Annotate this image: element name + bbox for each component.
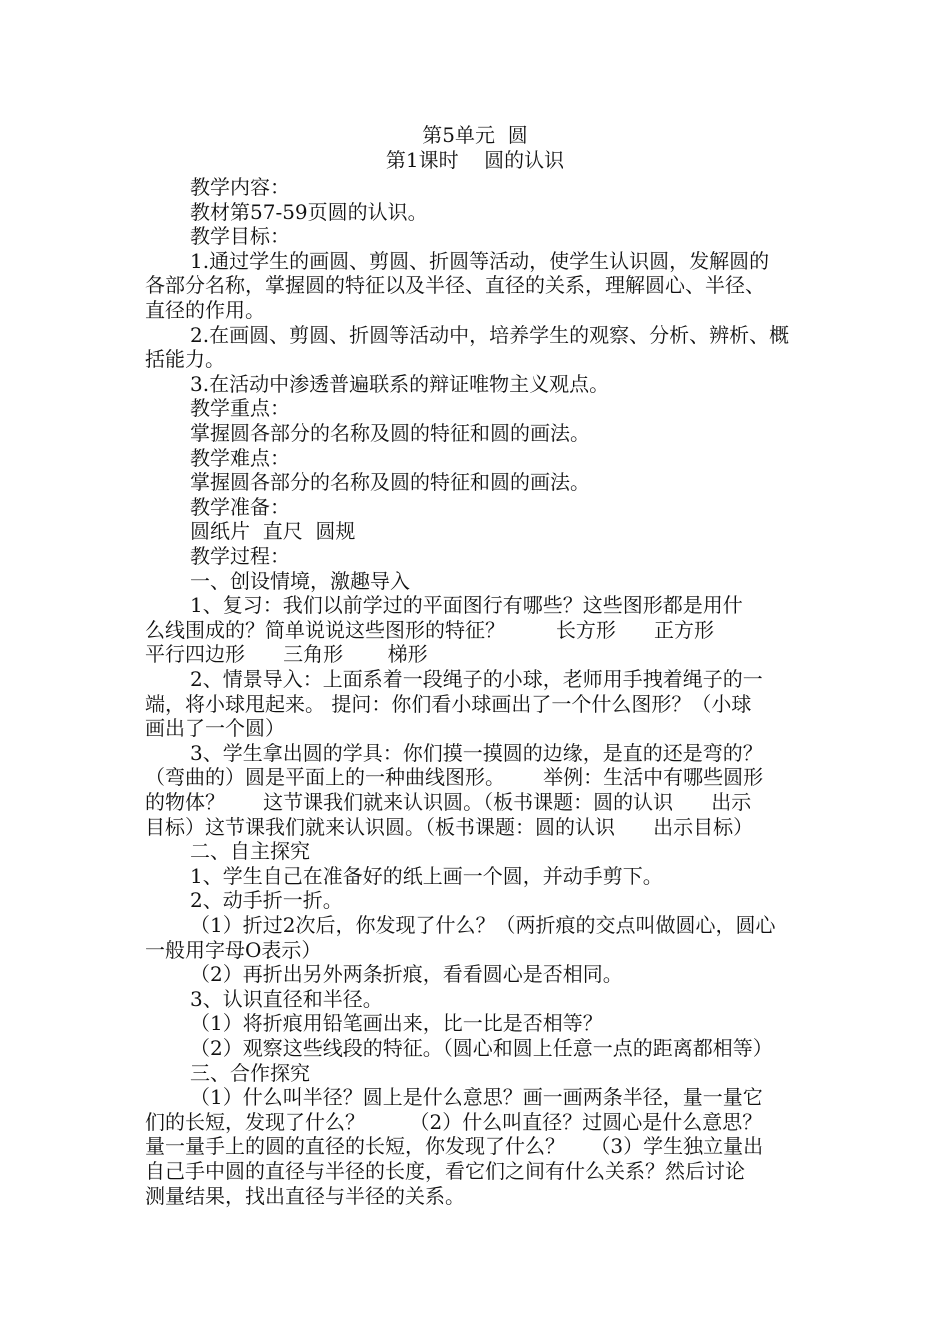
paragraph-line: 目标）这节课我们就来认识圆。（板书课题：圆的认识 出示目标）: [145, 815, 754, 839]
paragraph-line: （2）再折出另外两条折痕，看看圆心是否相同。: [190, 962, 623, 986]
section-heading: 教学内容：: [190, 175, 290, 199]
paragraph-line: 么线围成的？简单说说这些图形的特征？ 长方形 正方形: [145, 618, 715, 642]
section-heading: 三、合作探究: [190, 1061, 310, 1085]
paragraph-line: （1）将折痕用铅笔画出来，比一比是否相等？: [190, 1011, 603, 1035]
paragraph-line: 括能力。: [145, 347, 225, 371]
paragraph-line: 2、情景导入：上面系着一段绳子的小球，老师用手拽着绳子的一: [190, 667, 763, 691]
paragraph-line: 1、学生自己在准备好的纸上画一个圆，并动手剪下。: [190, 864, 663, 888]
paragraph-line: （弯曲的）圆是平面上的一种曲线图形。 举例：生活中有哪些圆形: [145, 765, 764, 789]
section-heading: 教学准备：: [190, 495, 290, 519]
paragraph-line: 教材第57-59页圆的认识。: [190, 200, 428, 224]
paragraph-line: 2.在画圆、剪圆、折圆等活动中，培养学生的观察、分析、辨析、概: [190, 323, 790, 347]
paragraph-line: 各部分名称，掌握圆的特征以及半径、直径的关系，理解圆心、半径、: [145, 273, 765, 297]
paragraph-line: （1）什么叫半径？圆上是什么意思？画一画两条半径，量一量它: [190, 1085, 763, 1109]
section-heading: 教学重点：: [190, 396, 290, 420]
paragraph-line: 的物体？ 这节课我们就来认识圆。（板书课题：圆的认识 出示: [145, 790, 752, 814]
paragraph-line: （1）折过2次后，你发现了什么？（两折痕的交点叫做圆心，圆心: [190, 913, 776, 937]
paragraph-line: 们的长短，发现了什么？ （2）什么叫直径？过圆心是什么意思？: [145, 1110, 763, 1134]
section-heading: 二、自主探究: [190, 839, 310, 863]
unit-title: 第5单元 圆: [422, 123, 528, 147]
paragraph-line: 端，将小球甩起来。 提问：你们看小球画出了一个什么图形？（小球: [145, 692, 752, 716]
section-heading: 教学过程：: [190, 544, 290, 568]
paragraph-line: 量一量手上的圆的直径的长短，你发现了什么？ （3）学生独立量出: [145, 1134, 764, 1158]
paragraph-line: 1、复习：我们以前学过的平面图行有哪些？这些图形都是用什: [190, 593, 743, 617]
section-heading: 教学目标：: [190, 224, 290, 248]
paragraph-line: 掌握圆各部分的名称及圆的特征和圆的画法。: [190, 421, 590, 445]
paragraph-line: 2、动手折一折。: [190, 888, 343, 912]
section-heading: 一、创设情境，激趣导入: [190, 569, 410, 593]
paragraph-line: 一般用字母O表示）: [145, 938, 322, 962]
paragraph-line: 自己手中圆的直径与半径的长度，看它们之间有什么关系？然后讨论: [145, 1159, 745, 1183]
paragraph-line: 测量结果，找出直径与半径的关系。: [145, 1184, 465, 1208]
paragraph-line: 3.在活动中渗透普遍联系的辩证唯物主义观点。: [190, 372, 610, 396]
paragraph-line: 直径的作用。: [145, 298, 265, 322]
paragraph-line: 1.通过学生的画圆、剪圆、折圆等活动，使学生认识圆，发解圆的: [190, 249, 770, 273]
paragraph-line: 圆纸片 直尺 圆规: [190, 519, 356, 543]
paragraph-line: 平行四边形 三角形 梯形: [145, 642, 428, 666]
paragraph-line: 3、认识直径和半径。: [190, 987, 383, 1011]
paragraph-line: 3、学生拿出圆的学具：你们摸一摸圆的边缘，是直的还是弯的？: [190, 741, 763, 765]
lesson-title: 第1课时 圆的认识: [385, 148, 565, 172]
paragraph-line: （2）观察这些线段的特征。（圆心和圆上任意一点的距离都相等）: [190, 1036, 773, 1060]
section-heading: 教学难点：: [190, 446, 290, 470]
paragraph-line: 画出了一个圆）: [145, 716, 285, 740]
paragraph-line: 掌握圆各部分的名称及圆的特征和圆的画法。: [190, 470, 590, 494]
